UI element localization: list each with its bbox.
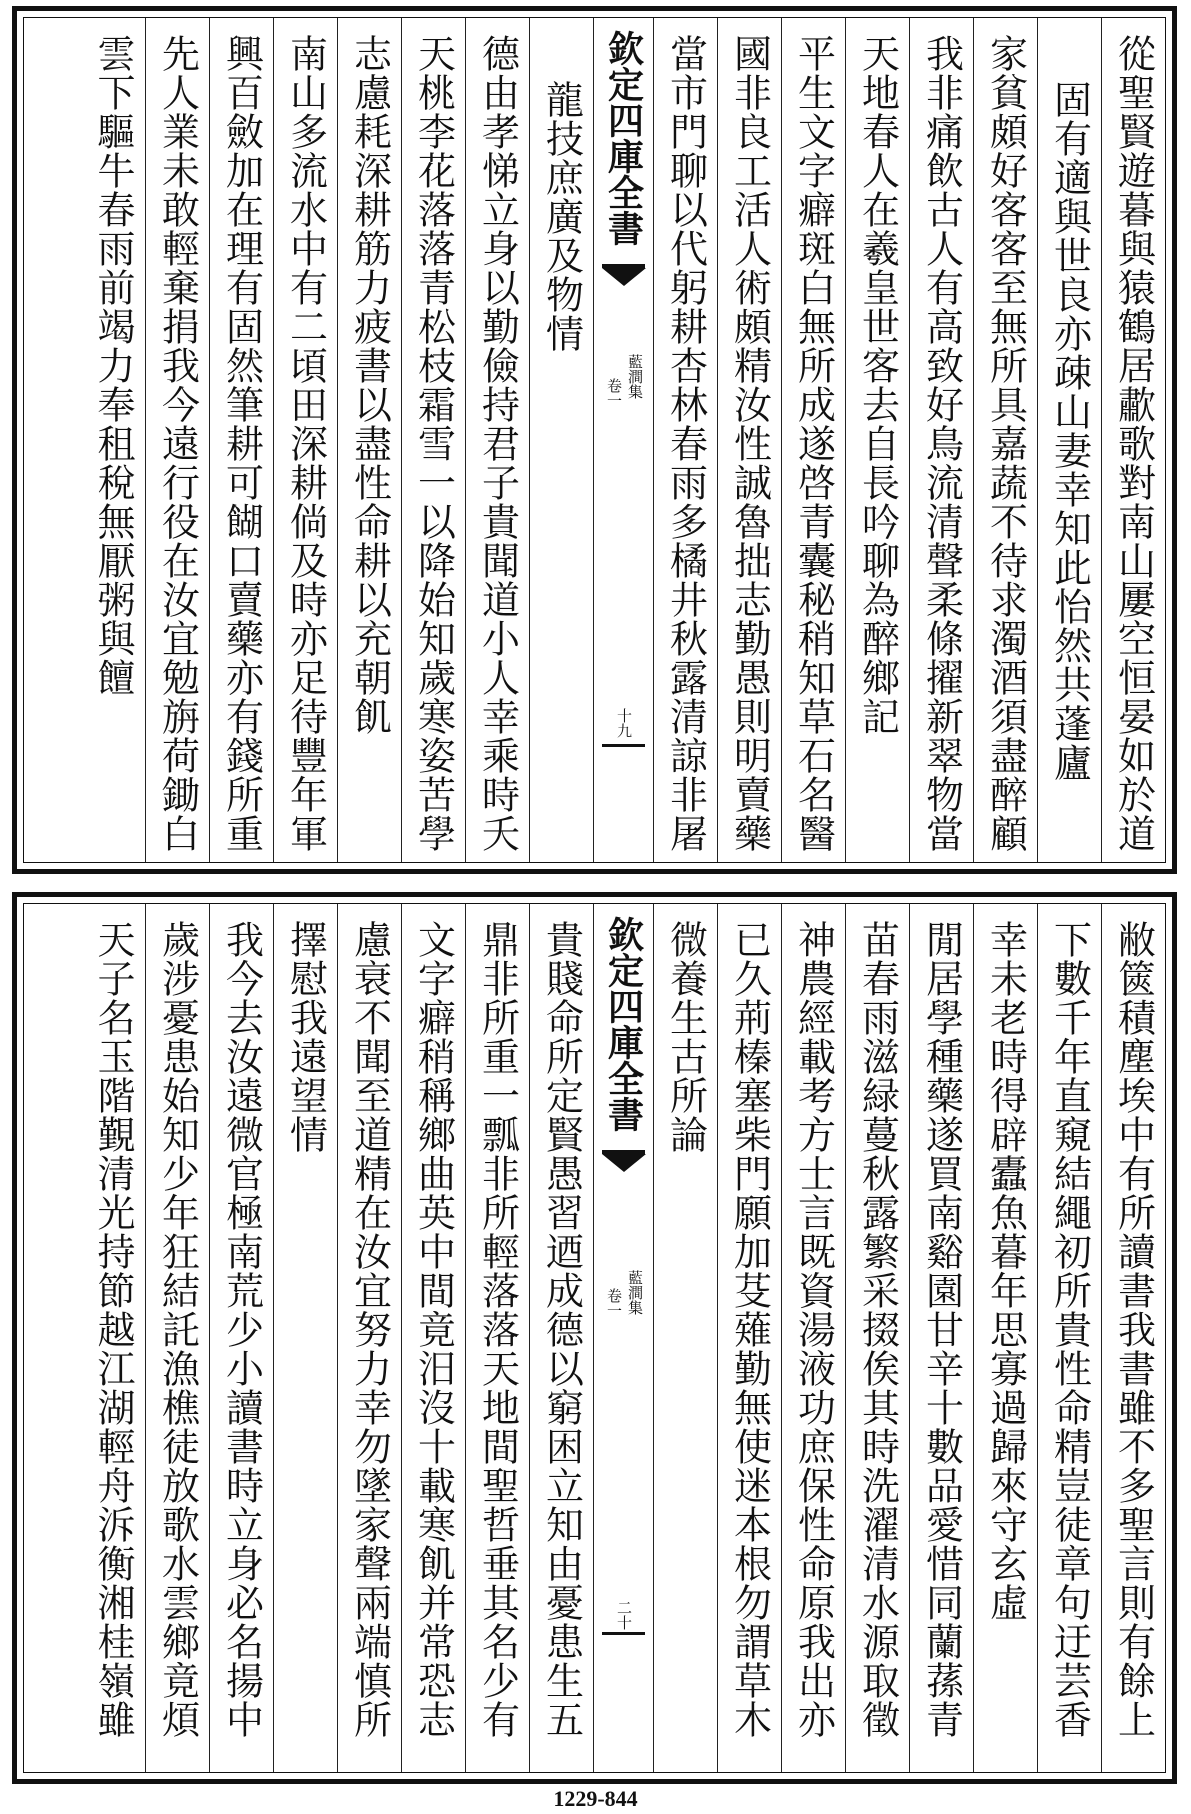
text-column bbox=[845, 904, 909, 1772]
text-column bbox=[973, 904, 1037, 1772]
column-text: 歲涉憂患始知少年狂結託漁樵徒放歌水雲鄉竟煩 bbox=[155, 920, 200, 1739]
column-text: 敝篋積塵埃中有所讀書我書雖不多聖言則有餘上 bbox=[1111, 920, 1156, 1739]
column-text: 從聖賢遊暮與猿鶴居歗歌對南山屢空恒晏如於道 bbox=[1111, 34, 1156, 853]
text-column bbox=[653, 904, 717, 1772]
center-end-bar bbox=[602, 744, 645, 747]
text-column bbox=[401, 904, 465, 1772]
column-text: 微養生古所論 bbox=[663, 920, 708, 1154]
text-column bbox=[337, 904, 401, 1772]
text-column bbox=[529, 18, 593, 862]
column-text: 貴賤命所定賢愚習迺成德以窮困立知由憂患生五 bbox=[539, 920, 584, 1739]
text-column bbox=[717, 904, 781, 1772]
center-end-bar bbox=[602, 1632, 645, 1635]
text-column bbox=[1037, 18, 1101, 862]
bottom-page-frame bbox=[23, 903, 1166, 1773]
column-text: 下數千年直窺結繩初所貴性命精豈徒章句迂芸香 bbox=[1047, 920, 1092, 1739]
text-column bbox=[1101, 18, 1165, 862]
column-text: 閒居學種藥遂買南谿園甘辛十數品愛惜同蘭蓀青 bbox=[919, 920, 964, 1739]
column-text: 固有適與世良亦疎山妻幸知此怡然共蓬廬 bbox=[1047, 80, 1092, 782]
column-text: 我今去汝遠微官極南荒少小讀書時立身必名揚中 bbox=[219, 920, 264, 1739]
page-number: 十九 bbox=[615, 708, 633, 738]
column-text: 家貧頗好客客至無所具嘉蔬不待求濁酒須盡醉顧 bbox=[983, 34, 1028, 853]
text-column bbox=[337, 18, 401, 862]
collection-name: 藍澗集 bbox=[626, 354, 644, 399]
column-text: 慮衰不聞至道精在汝宜努力幸勿墜家聲兩端慎所 bbox=[347, 920, 392, 1739]
column-text: 天子名玉階覲清光持節越江湖輕舟泝衡湘桂嶺雖 bbox=[91, 920, 135, 1739]
text-column bbox=[209, 904, 273, 1772]
text-column bbox=[145, 18, 209, 862]
text-column bbox=[273, 904, 337, 1772]
text-column bbox=[973, 18, 1037, 862]
column-text: 先人業未敢輕棄捐我今遠行役在汝宜勉旃荷鋤白 bbox=[155, 34, 200, 853]
text-column bbox=[273, 18, 337, 862]
column-text: 幸未老時得辟蠹魚暮年思寡過歸來守玄虛 bbox=[983, 920, 1028, 1622]
fish-tail-mark bbox=[602, 1150, 645, 1172]
text-column bbox=[465, 904, 529, 1772]
text-column bbox=[145, 904, 209, 1772]
text-column bbox=[529, 904, 593, 1772]
column-text: 雲下驅牛春雨前竭力奉租稅無厭粥與饘 bbox=[91, 34, 135, 697]
text-column bbox=[209, 18, 273, 862]
bottom-page-columns bbox=[24, 904, 1165, 1772]
column-text: 文字癖稍稱鄉曲英中間竟汨沒十載寒飢并常恐志 bbox=[411, 920, 456, 1739]
column-text: 當市門聊以代躬耕杏林春雨多橘井秋露清諒非屠 bbox=[663, 34, 708, 853]
fish-tail-mark bbox=[602, 264, 645, 286]
column-text: 龍技庶廣及物情 bbox=[539, 80, 584, 353]
column-text: 國非良工活人術頗精汝性誠魯拙志勤愚則明賣藥 bbox=[727, 34, 772, 853]
column-text: 已久荊榛塞柴門願加芟薙勤無使迷本根勿謂草木 bbox=[727, 920, 772, 1739]
column-text: 天桃李花落落青松枝霜雪一以降始知歲寒姿苦學 bbox=[411, 34, 456, 853]
book-title: 欽定四庫全書 bbox=[602, 30, 645, 246]
page-number: 二十 bbox=[615, 1600, 633, 1630]
text-column bbox=[845, 18, 909, 862]
column-text: 天地春人在羲皇世客去自長吟聊為醉鄉記 bbox=[855, 34, 900, 736]
page-identifier: 1229-844 bbox=[553, 1786, 638, 1811]
text-column bbox=[1101, 904, 1165, 1772]
text-column bbox=[909, 18, 973, 862]
top-page-columns bbox=[24, 18, 1165, 862]
text-column bbox=[401, 18, 465, 862]
book-title: 欽定四庫全書 bbox=[602, 916, 645, 1132]
text-column bbox=[465, 18, 529, 862]
top-page-frame bbox=[23, 17, 1166, 863]
text-column bbox=[717, 18, 781, 862]
juan-label: 卷一 bbox=[605, 1288, 623, 1318]
column-text: 我非痛飲古人有高致好鳥流清聲柔條擢新翠物當 bbox=[919, 34, 964, 853]
column-text: 平生文字癖斑白無所成遂啓青囊秘稍知草石名醫 bbox=[791, 34, 836, 853]
column-text: 擇慰我遠望情 bbox=[283, 920, 328, 1154]
text-column bbox=[1037, 904, 1101, 1772]
column-text: 德由孝悌立身以勤儉持君子貴聞道小人幸乘時夭 bbox=[475, 34, 520, 853]
column-text: 神農經載考方士言既資湯液功庶保性命原我出亦 bbox=[791, 920, 836, 1739]
column-text: 志慮耗深耕筋力疲書以盡性命耕以充朝飢 bbox=[347, 34, 392, 736]
text-column bbox=[81, 18, 145, 862]
text-column bbox=[653, 18, 717, 862]
text-column bbox=[781, 904, 845, 1772]
column-text: 南山多流水中有二頃田深耕倘及時亦足待豐年軍 bbox=[283, 34, 328, 853]
collection-name: 藍澗集 bbox=[626, 1270, 644, 1315]
column-text: 鼎非所重一瓢非所輕落落天地間聖哲垂其名少有 bbox=[475, 920, 520, 1739]
juan-label: 卷一 bbox=[605, 378, 623, 408]
text-column bbox=[909, 904, 973, 1772]
center-margin-column bbox=[593, 904, 653, 1772]
top-page-panel bbox=[12, 6, 1177, 874]
column-text: 苗春雨滋緑蔓秋露繁采掇俟其時洗濯清水源取徵 bbox=[855, 920, 900, 1739]
center-margin-column bbox=[593, 18, 653, 862]
bottom-page-panel bbox=[12, 892, 1177, 1784]
column-text: 興百斂加在理有固然筆耕可餬口賣藥亦有錢所重 bbox=[219, 34, 264, 853]
text-column bbox=[781, 18, 845, 862]
text-column bbox=[81, 904, 145, 1772]
